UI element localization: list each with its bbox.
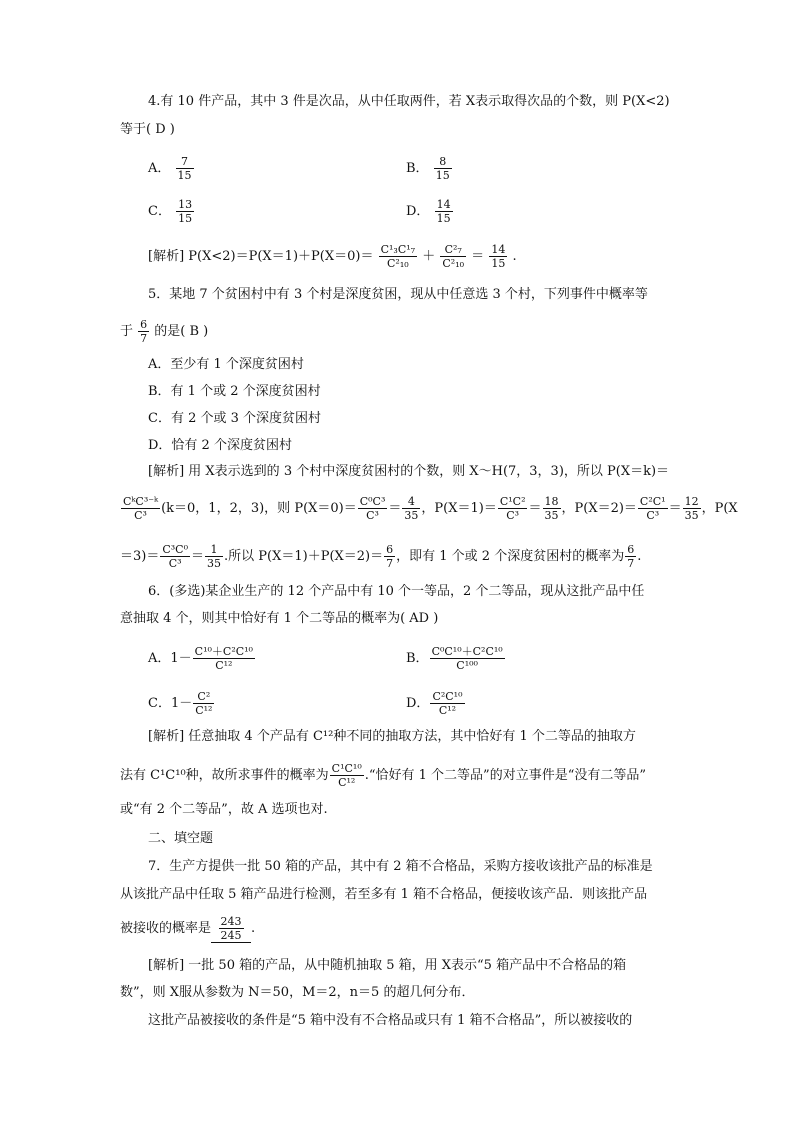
frac-num: C¹⁰＋C²C¹⁰ xyxy=(194,645,253,658)
q6-analysis-line2 xyxy=(120,762,646,789)
frac-den: 15 xyxy=(491,257,506,270)
q4-analysis-text: P(X<2)＝P(X＝1)＋P(X＝0)＝ xyxy=(188,249,374,264)
q5-option-a: A．至少有 1 个深度贫困村 xyxy=(148,357,304,372)
q4-stem-line1: 4.有 10 件产品，其中 3 件是次品，从中任取两件，若 X表示取得次品的个数，则 P(X<2) xyxy=(148,94,670,109)
q5-option-b: B．有 1 个或 2 个深度贫困村 xyxy=(148,384,321,399)
frac-num: CᵏC³⁻ᵏ xyxy=(123,495,159,508)
frac-den: C³ xyxy=(168,557,182,570)
frac-num: 18 xyxy=(544,495,559,508)
q5-analysis-line2 xyxy=(120,495,738,522)
q5-stem-frac xyxy=(138,318,149,345)
analysis-label: [解析] xyxy=(148,958,185,973)
q5-stem-line1: 5．某地 7 个贫困村中有 3 个村是深度贫困，现从中任意选 3 个村，下列事件中概率等 xyxy=(148,287,648,302)
q5-frac xyxy=(160,543,190,570)
q5-analysis-line3 xyxy=(120,543,641,570)
text: . xyxy=(637,549,642,564)
q5-frac xyxy=(625,543,636,570)
q6-option-c-frac xyxy=(193,690,214,717)
plus-sign: ＋ xyxy=(422,249,436,264)
frac-den: 7 xyxy=(386,557,394,570)
q6-option-b-frac xyxy=(430,645,505,672)
q5-frac xyxy=(543,495,561,522)
frac-den: 15 xyxy=(178,212,193,225)
frac-num: 6 xyxy=(140,318,148,331)
frac-den: C³ xyxy=(366,509,379,522)
q4-stem-line2: 等于( D ) xyxy=(120,122,175,137)
q4-frac-1 xyxy=(379,243,417,270)
text: ＝ xyxy=(388,501,402,516)
answer-blank xyxy=(211,915,251,943)
q5-frac xyxy=(638,495,668,522)
frac-num: C⁰C¹⁰＋C²C¹⁰ xyxy=(431,645,503,658)
text: ，P(X＝1)＝ xyxy=(421,501,497,516)
q5-frac xyxy=(498,495,528,522)
period: . xyxy=(512,249,517,264)
q4-option-b xyxy=(406,155,453,182)
frac-num: 6 xyxy=(627,543,635,556)
text: ，P(X＝2)＝ xyxy=(561,501,637,516)
frac-den: 35 xyxy=(404,509,419,522)
frac-num: 1 xyxy=(205,543,223,557)
q4-frac-2 xyxy=(440,243,466,270)
text: .所以 P(X＝1)＋P(X＝2)＝ xyxy=(224,549,384,564)
frac-den: 35 xyxy=(207,557,222,570)
frac-den: C¹² xyxy=(195,704,213,717)
frac-den: 7 xyxy=(140,332,148,345)
q4-option-b-label: B． xyxy=(406,161,429,176)
q7-analysis-text: 一批 50 箱的产品，从中随机抽取 5 箱，用 X表示“5 箱产品中不合格品的箱 xyxy=(188,958,627,973)
frac-num: 243 xyxy=(220,915,242,928)
q6-option-a-frac xyxy=(193,645,255,672)
frac-num: C¹₃C¹₇ xyxy=(380,243,416,256)
frac-den: 15 xyxy=(435,169,450,182)
q5-analysis-line1 xyxy=(148,462,669,482)
q5-stem-post: 的是( B ) xyxy=(154,324,209,339)
q7-analysis-line1 xyxy=(148,956,626,976)
q6-analysis-line1 xyxy=(148,727,636,747)
frac-den: C¹² xyxy=(338,776,356,789)
q4-option-d-frac xyxy=(435,198,453,225)
q6-option-b xyxy=(406,645,506,672)
q6-option-d-label: D． xyxy=(406,696,430,711)
frac-num: C²C¹ xyxy=(639,495,666,508)
section-heading: 二、填空题 xyxy=(148,831,214,846)
q6-stem-line2: 意抽取 4 个，则其中恰好有 1 个二等品的概率为( AD ) xyxy=(120,611,439,626)
analysis-label: [解析] xyxy=(148,729,185,744)
answer-frac xyxy=(219,915,244,942)
frac-den: 7 xyxy=(627,557,635,570)
text: .“恰好有 1 个二等品”的对立事件是“没有二等品” xyxy=(364,768,646,783)
frac-num: 7 xyxy=(176,155,194,169)
frac-num: 4 xyxy=(402,495,420,509)
q4-option-c xyxy=(148,198,195,225)
q4-frac-3 xyxy=(489,243,507,270)
q5-option-c: C．有 2 个或 3 个深度贫困村 xyxy=(148,411,322,426)
frac-den: C¹² xyxy=(215,659,233,672)
frac-den: C³ xyxy=(506,509,520,522)
frac-num: 14 xyxy=(491,243,506,256)
frac-den: 35 xyxy=(544,509,559,522)
frac-den: C¹⁰⁰ xyxy=(456,659,478,672)
text: ＝ xyxy=(528,501,542,516)
q7-stem-line3 xyxy=(120,915,255,943)
q7-stem-line2: 从该批产品中任取 5 箱产品进行检测，若至多有 1 箱不合格品，便接收该产品．则该批产品 xyxy=(120,887,648,902)
q4-option-a xyxy=(148,155,195,182)
q5-frac xyxy=(121,495,160,522)
q4-option-c-frac xyxy=(176,198,194,225)
frac-den: 35 xyxy=(684,509,699,522)
frac-num: C²₇ xyxy=(440,243,466,257)
q4-option-b-frac xyxy=(434,155,452,182)
analysis-label: [解析] xyxy=(148,249,185,264)
q7-analysis-line2: 数”，则 X服从参数为 N＝50，M＝2，n＝5 的超几何分布． xyxy=(120,985,475,1000)
frac-num: C¹C¹⁰ xyxy=(331,762,362,775)
q6-option-a-label: A．1－ xyxy=(148,651,192,666)
frac-den: C²₁₀ xyxy=(387,257,409,270)
frac-den: C²₁₀ xyxy=(442,257,465,270)
text: ＝ xyxy=(191,549,205,564)
text: 被接收的概率是 xyxy=(120,921,212,936)
text: (k＝0，1，2，3)，则 P(X＝0)＝ xyxy=(161,501,357,516)
frac-num: 14 xyxy=(436,198,451,211)
q6-option-a xyxy=(148,645,256,672)
text: ，即有 1 个或 2 个深度贫困村的概率为 xyxy=(396,549,625,564)
frac-den: 245 xyxy=(220,929,242,942)
q5-frac xyxy=(384,543,395,570)
q5-frac xyxy=(205,543,223,570)
frac-num: C²C¹⁰ xyxy=(432,690,463,703)
q6-analysis-text: 任意抽取 4 个产品有 C¹²种不同的抽取方法，其中恰好有 1 个二等品的抽取方 xyxy=(188,729,636,744)
q4-option-d xyxy=(406,198,454,225)
q4-analysis xyxy=(148,243,517,270)
equals-sign: ＝ xyxy=(471,249,485,264)
frac-den: 15 xyxy=(177,169,192,182)
frac-num: C² xyxy=(193,690,214,704)
q6-option-d xyxy=(406,690,466,717)
q6-option-b-label: B． xyxy=(406,651,429,666)
frac-num: C³C⁰ xyxy=(162,543,188,556)
q4-option-a-label: A． xyxy=(148,161,171,176)
q7-stem-line1: 7．生产方提供一批 50 箱的产品，其中有 2 箱不合格品，采购方接收该批产品的标准是 xyxy=(148,859,653,874)
frac-den: C³ xyxy=(134,509,147,522)
q5-stem-line2 xyxy=(120,318,208,345)
q6-option-c xyxy=(148,690,215,717)
frac-num: 8 xyxy=(434,155,452,169)
q6-stem-line1: 6．(多选)某企业生产的 12 个产品中有 10 个一等品，2 个二等品，现从这批产品中任 xyxy=(148,584,645,599)
q4-option-c-label: C． xyxy=(148,204,171,219)
q7-analysis-line3: 这批产品被接收的条件是“5 箱中没有不合格品或只有 1 箱不合格品”，所以被接收的 xyxy=(148,1013,633,1028)
q4-option-d-label: D． xyxy=(406,204,430,219)
analysis-label: [解析] xyxy=(148,464,185,479)
text: ，P(X xyxy=(701,501,738,516)
text: . xyxy=(251,921,256,936)
frac-num: 13 xyxy=(178,198,193,211)
q4-option-a-frac xyxy=(176,155,194,182)
q5-stem-pre: 于 xyxy=(120,324,134,339)
frac-num: C¹C² xyxy=(499,495,526,508)
q5-option-d: D．恰有 2 个深度贫困村 xyxy=(148,438,292,453)
text: 法有 C¹C¹⁰种，故所求事件的概率为 xyxy=(120,768,329,783)
text: ＝ xyxy=(668,501,682,516)
frac-num: C⁰C³ xyxy=(359,495,386,508)
q5-frac xyxy=(358,495,388,522)
frac-den: C¹² xyxy=(438,704,457,717)
frac-num: 6 xyxy=(386,543,394,556)
q6-analysis-frac xyxy=(330,762,364,789)
q5-frac xyxy=(402,495,420,522)
q6-option-d-frac xyxy=(430,690,464,717)
q5-analysis-text: 用 X表示选到的 3 个村中深度贫困村的个数，则 X～H(7，3，3)，所以 P(X＝k)＝ xyxy=(188,464,670,479)
frac-den: 15 xyxy=(436,212,451,225)
frac-den: C³ xyxy=(646,509,660,522)
text: ＝3)＝ xyxy=(120,549,160,564)
q6-option-c-label: C．1－ xyxy=(148,696,193,711)
frac-num: 12 xyxy=(684,495,699,508)
q6-analysis-line3: 或“有 2 个二等品”，故 A 选项也对. xyxy=(120,802,328,817)
q5-frac xyxy=(683,495,701,522)
